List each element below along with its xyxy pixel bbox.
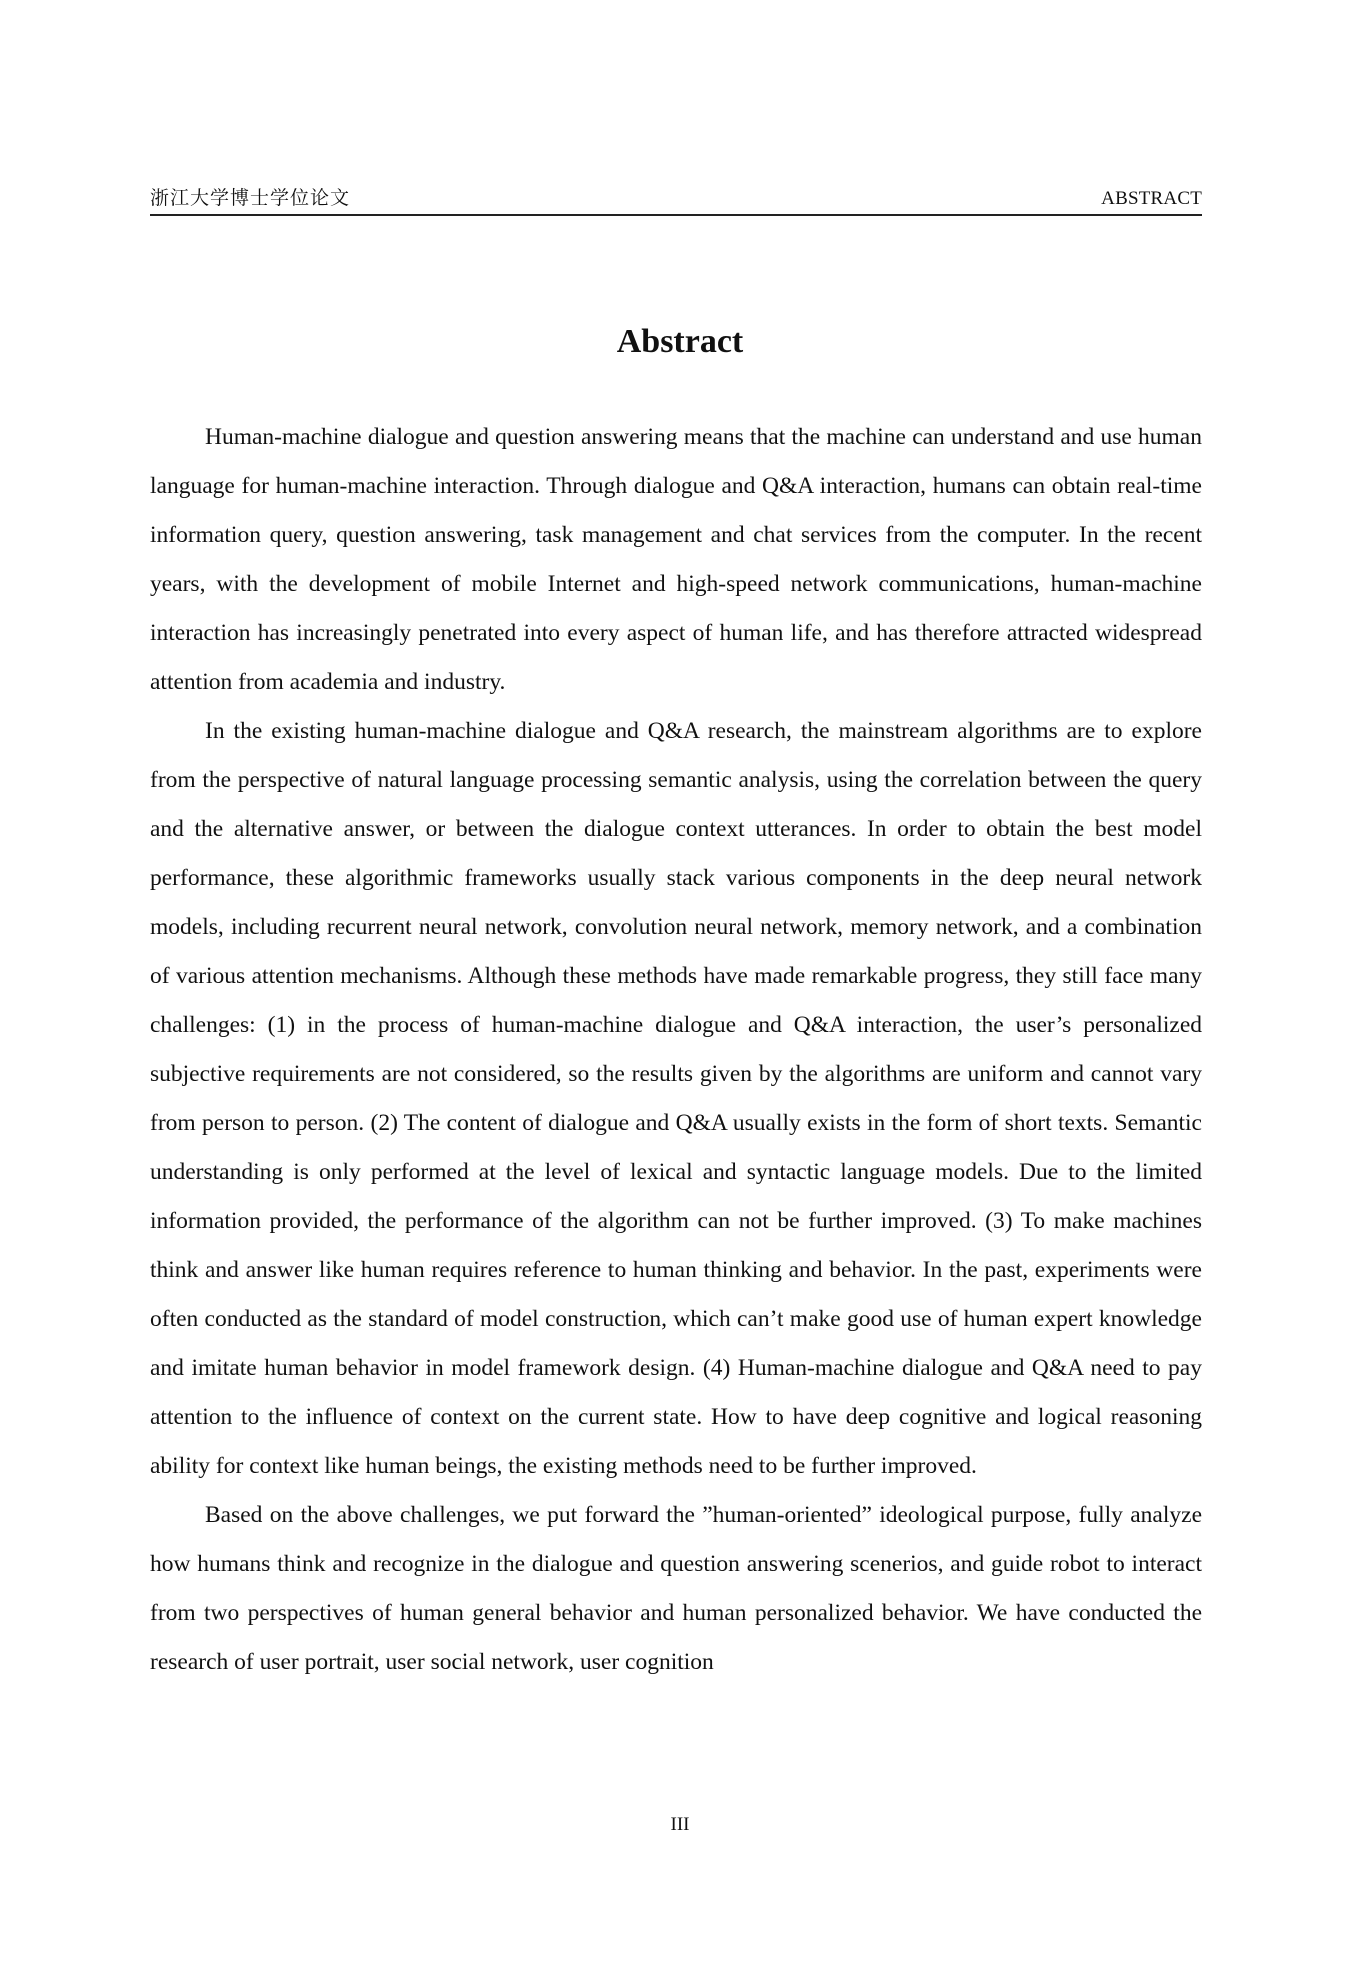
page-number: III: [670, 1814, 690, 1835]
header-section-name: ABSTRACT: [1101, 188, 1202, 209]
header-thesis-title: 浙江大学博士学位论文: [150, 188, 351, 209]
running-header: [150, 184, 1202, 216]
page-title: Abstract: [616, 323, 744, 360]
paragraph-2: In the existing human-machine dialogue and Q&A research, the mainstream algorithms are to explore from the perspective of natural language processing semantic analysis, using the correlation between the query and the alternative answer, or between the dialogue context utterances. In order to obtain the best model performance, these algorithmic frameworks usually stack various components in the deep neural network models, including recurrent neural network, convolution neural network, memory network, and a combination of various attention mechanisms. Although these methods have made remarkable progress, they still face many challenges: (1) in the process of human-machine dialogue and Q&A interaction, the user’s personalized subjective requirements are not considered, so the results given by the algorithms are uniform and cannot vary from person to person. (2) The content of dialogue and Q&A usually exists in the form of short texts. Semantic understanding is only performed at the level of lexical and syntactic language models. Due to the limited information provided, the performance of the algorithm can not be further improved. (3) To make machines think and answer like human requires reference to human thinking and behavior. In the past, experiments were often conducted as the standard of model construction, which can’t make good use of human expert knowledge and imitate human behavior in model framework design. (4) Human-machine dialogue and Q&A need to pay attention to the influence of context on the current state. How to have deep cognitive and logical reasoning ability for context like human beings, the existing methods need to be further improved.: [150, 718, 1202, 1479]
abstract-body: [150, 413, 1202, 1687]
paragraph-3: Based on the above challenges, we put forward the ”human-oriented” ideological purpose, fully analyze how humans think and recognize in the dialogue and question answering scenerios, and guide robot to interact from two perspectives of human general behavior and human personalized behavior. We have conducted the research of user portrait, user social network, user cognition: [150, 1502, 1202, 1675]
paragraph-1: Human-machine dialogue and question answering means that the machine can understand and use human language for human-machine interaction. Through dialogue and Q&A interaction, humans can obtain real-time information query, question answering, task management and chat services from the computer. In the recent years, with the development of mobile Internet and high-speed network communications, human-machine interaction has increasingly penetrated into every aspect of human life, and has therefore attracted widespread attention from academia and industry.: [150, 424, 1202, 695]
